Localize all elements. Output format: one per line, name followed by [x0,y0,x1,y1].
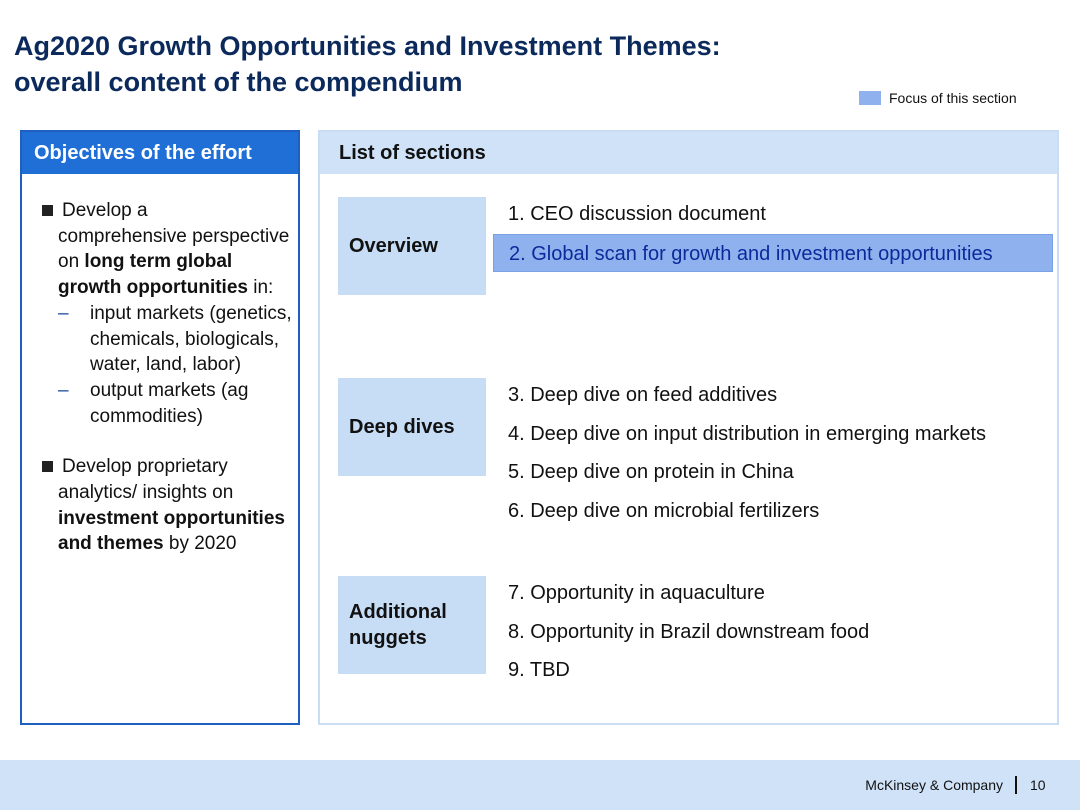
objective-lead: Develop proprietary [62,456,228,478]
objective-lead: Develop a [62,200,148,221]
company-name: McKinsey & Company [865,777,1003,793]
sections-header: List of sections [320,132,1057,174]
sub-item-output-markets: – output markets (ag commodities) [58,379,249,427]
sections-panel [318,130,1059,725]
objective-emphasis: long term global growth opportunities [58,251,248,299]
objective-item [22,454,298,557]
square-bullet-icon [42,461,53,472]
group-label-overview: Overview [338,197,486,295]
section-item[interactable]: 8. Opportunity in Brazil downstream food [508,620,870,643]
objective-sublist [58,301,298,430]
objective-text: comprehensive perspective on long term global growth opportunities in: [58,225,290,299]
objectives-panel [20,130,300,725]
legend-label: Focus of this section [889,90,1017,106]
objectives-list [22,198,298,557]
sub-item-input-markets: – input markets (genetics, chemicals, biologicals, water, land, labor) [58,302,292,376]
legend [859,90,1017,106]
section-item[interactable]: 7. Opportunity in aquaculture [508,582,765,604]
dash-icon: – [58,302,69,324]
objective-emphasis: investment opportunities and themes [58,507,285,555]
section-item[interactable]: 3. Deep dive on feed additives [508,384,778,406]
group-items-additional-nuggets [493,574,1053,690]
title-line-1: Ag2020 Growth Opportunities and Investment Themes: [14,31,721,61]
objective-text: analytics/ insights on investment opportunities and themes by 2020 [58,482,285,555]
objective-item [22,198,298,429]
title-line-2: overall content of the compendium [14,67,463,97]
footer [0,760,1080,810]
objectives-header: Objectives of the effort [22,132,298,174]
group-label-additional-nuggets: Additional nuggets [338,576,486,674]
square-bullet-icon [42,205,53,216]
section-item[interactable]: 1. CEO discussion document [508,203,766,225]
footer-divider [1015,776,1017,794]
section-item-focus[interactable]: 2. Global scan for growth and investment opportunities [493,234,1053,273]
page-number: 10 [1030,777,1046,793]
section-item[interactable]: 6. Deep dive on microbial fertilizers [508,499,820,522]
section-item[interactable]: 4. Deep dive on input distribution in emerging markets [508,422,987,445]
dash-icon: – [58,379,69,401]
group-items-deep-dives [493,376,1053,530]
section-item[interactable]: 5. Deep dive on protein in China [508,461,794,484]
section-item[interactable]: 9. TBD [508,659,570,682]
group-items-overview [493,195,1053,272]
slide-title [14,28,721,100]
legend-swatch [859,91,881,105]
group-label-deep-dives: Deep dives [338,378,486,476]
